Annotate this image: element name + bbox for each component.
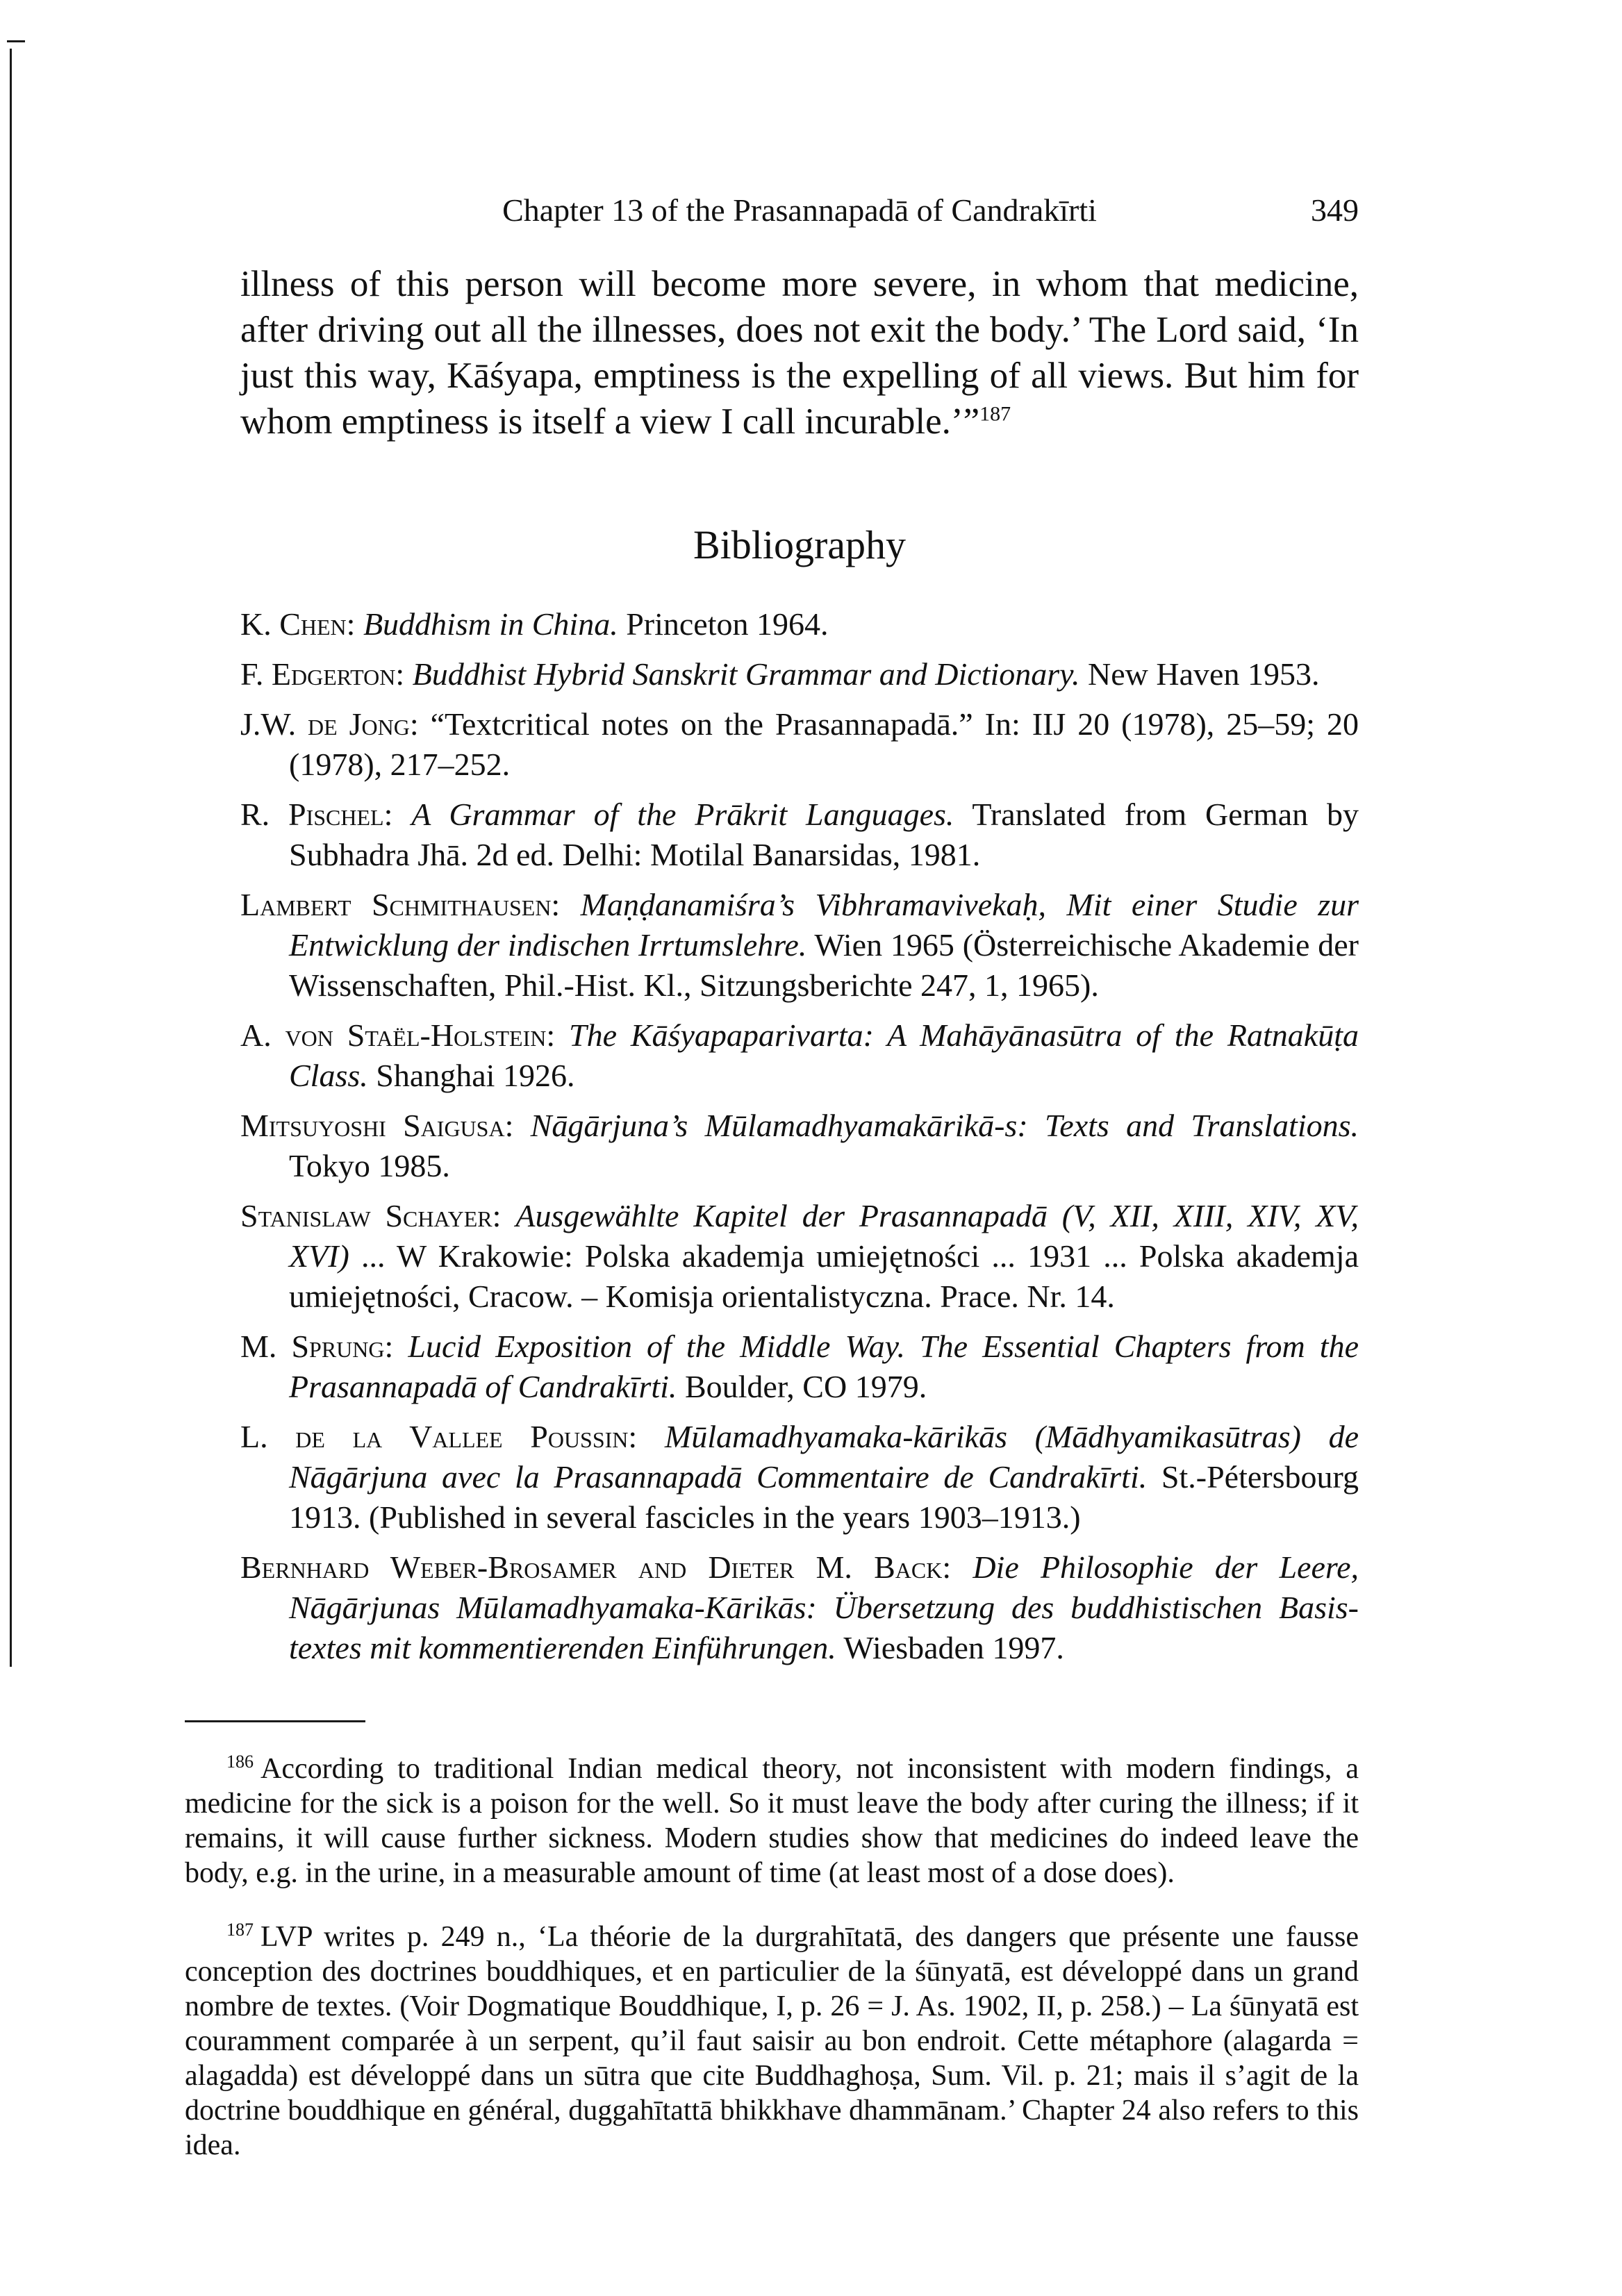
footnote-reference: 187	[979, 402, 1011, 426]
bib-author: Lambert Schmithausen:	[240, 887, 561, 922]
scan-edge-rule	[10, 49, 12, 1667]
bib-title: Ausgewählte Kapitel der Prasannapadā (V, XII, XIII, XIV, XV, XVI)	[289, 1198, 1359, 1274]
bib-details: Wien 1965 (Österreichische Akademie der Wissenschaften, Phil.-Hist. Kl., Sitzungsberichte 247, 1, 1965).	[289, 927, 1359, 1003]
running-head	[240, 186, 1359, 235]
bibliography-entry	[240, 654, 1359, 694]
bib-title: Mūlamadhyamaka-kārikās (Mādhyamikasūtras) de Nāgārjuna avec la Prasannapadā Commentaire de Candrakīrti.	[289, 1419, 1359, 1495]
bib-author: Stanislaw Schayer:	[240, 1198, 502, 1233]
bib-title: Buddhist Hybrid Sanskrit Grammar and Dictionary.	[412, 656, 1080, 692]
bib-details: Wiesbaden 1997.	[843, 1630, 1064, 1665]
bib-title: Nāgārjuna’s Mūlamadhyamakārikā-s: Texts and Translations.	[530, 1108, 1359, 1143]
bib-author: L. de la Vallee Poussin:	[240, 1419, 638, 1454]
bib-details: Tokyo 1985.	[289, 1148, 450, 1183]
bib-author: Bernhard Weber-Brosamer and Dieter M. Back:	[240, 1549, 952, 1585]
bib-author: M. Sprung:	[240, 1329, 394, 1364]
bib-details: Boulder, CO 1979.	[684, 1369, 927, 1404]
bib-details: ... W Krakowie: Polska akademja umiejętności ... 1931 ... Polska akademja umiejętności, Cracow. – Komisja orientalistyczna. Prace. Nr. 14.	[289, 1238, 1359, 1314]
bib-author: J.W. de Jong:	[240, 706, 419, 742]
bib-author: K. Chen:	[240, 606, 356, 642]
body-paragraph	[240, 261, 1359, 444]
bibliography-heading: Bibliography	[693, 522, 907, 567]
body-paragraph-text: illness of this person will become more severe, in whom that medicine, after driving out all the illnesses, does not exit the body.’ The Lord said, ‘In just this way, Kāśyapa, emptiness is the expelling of all views. But him for whom emptiness is itself a view I call incurable.’”	[240, 264, 1359, 442]
footnote-number: 187	[226, 1920, 254, 1940]
bib-title: Maṇḍanamiśra’s Vibhramavivekaḥ, Mit einer Studie zur Entwicklung der indischen Irrtumslehre.	[289, 887, 1359, 963]
bibliography-entry	[240, 1547, 1359, 1668]
bib-details: New Haven 1953.	[1088, 656, 1320, 692]
footnote-text: LVP writes p. 249 n., ‘La théorie de la durgrahītatā, des dangers que présente une fausse conception des doctrines bouddhiques, et en particulier de la śūnyatā, est développé dans un grand nombre de textes. (Voir Dogmatique Bouddhique, I, p. 26 = J. As. 1902, II, p. 258.) – La śūnyatā est couramment comparée à un serpent, qu’il faut saisir au bon endroit. Cette métaphore (alagarda = alagadda) est développé dans un sūtra que cite Buddhaghoṣa, Sum. Vil. p. 21; mais il s’agit de la doctrine bouddhique en général, duggahītattā bhikkhave dhammānam.’ Chapter 24 also refers to this idea.	[185, 1921, 1359, 2161]
footnote-divider	[185, 1720, 365, 1722]
bib-title: A Grammar of the Prākrit Languages.	[411, 797, 954, 832]
footnote	[185, 1752, 1359, 1890]
footnote-number: 186	[226, 1752, 254, 1772]
bib-author: F. Edgerton:	[240, 656, 405, 692]
footnotes	[185, 1752, 1359, 2163]
bibliography-entry	[240, 1417, 1359, 1538]
bibliography-list	[240, 604, 1359, 1668]
bibliography-entry	[240, 1106, 1359, 1186]
scan-corner-mark	[7, 40, 25, 42]
footnote-text: According to traditional Indian medical theory, not inconsistent with modern findings, a medicine for the sick is a poison for the well. So it must leave the body after curing the illness; if it remains, it will cause further sickness. Modern studies show that medicines do indeed leave the body, e.g. in the urine, in a measurable amount of time (at least most of a dose does).	[185, 1753, 1359, 1889]
bib-details: Princeton 1964.	[626, 606, 829, 642]
bibliography-entry	[240, 604, 1359, 644]
bib-details: “Textcritical notes on the Prasannapadā.” In: IIJ 20 (1978), 25–59; 20 (1978), 217–252.	[289, 706, 1359, 782]
bibliography-entry	[240, 1015, 1359, 1096]
footnote	[185, 1920, 1359, 2163]
bib-title: The Kāśyapaparivarta: A Mahāyānasūtra of the Ratnakūṭa Class.	[289, 1017, 1359, 1093]
running-head-title: Chapter 13 of the Prasannapadā of Candrakīrti	[502, 192, 1097, 228]
bib-details: Shanghai 1926.	[376, 1058, 575, 1093]
book-page	[185, 186, 1359, 2168]
bibliography-entry	[240, 885, 1359, 1006]
bib-author: R. Pischel:	[240, 797, 393, 832]
page-number: 349	[1311, 192, 1359, 228]
bib-author: A. von Staël-Holstein:	[240, 1017, 556, 1053]
bib-title: Lucid Exposition of the Middle Way. The Essential Chapters from the Prasannapadā of Candrakīrti.	[289, 1329, 1359, 1404]
bib-title: Buddhism in China.	[363, 606, 618, 642]
bib-title: Die Philosophie der Leere, Nāgārjunas Mūlamadhyamaka-Kārikās: Übersetzung des buddhistischen Basistextes mit kommentierenden Einführungen.	[289, 1549, 1359, 1665]
bib-details: Translated from German by Subhadra Jhā. 2d ed. Delhi: Motilal Banarsidas, 1981.	[289, 797, 1359, 872]
bibliography-entry	[240, 1196, 1359, 1317]
bib-details: St.-Pétersbourg 1913. (Published in several fascicles in the years 1903–1913.)	[289, 1459, 1359, 1535]
bibliography-entry	[240, 704, 1359, 785]
bibliography-entry	[240, 1326, 1359, 1407]
bib-author: Mitsuyoshi Saigusa:	[240, 1108, 514, 1143]
bibliography-entry	[240, 795, 1359, 875]
